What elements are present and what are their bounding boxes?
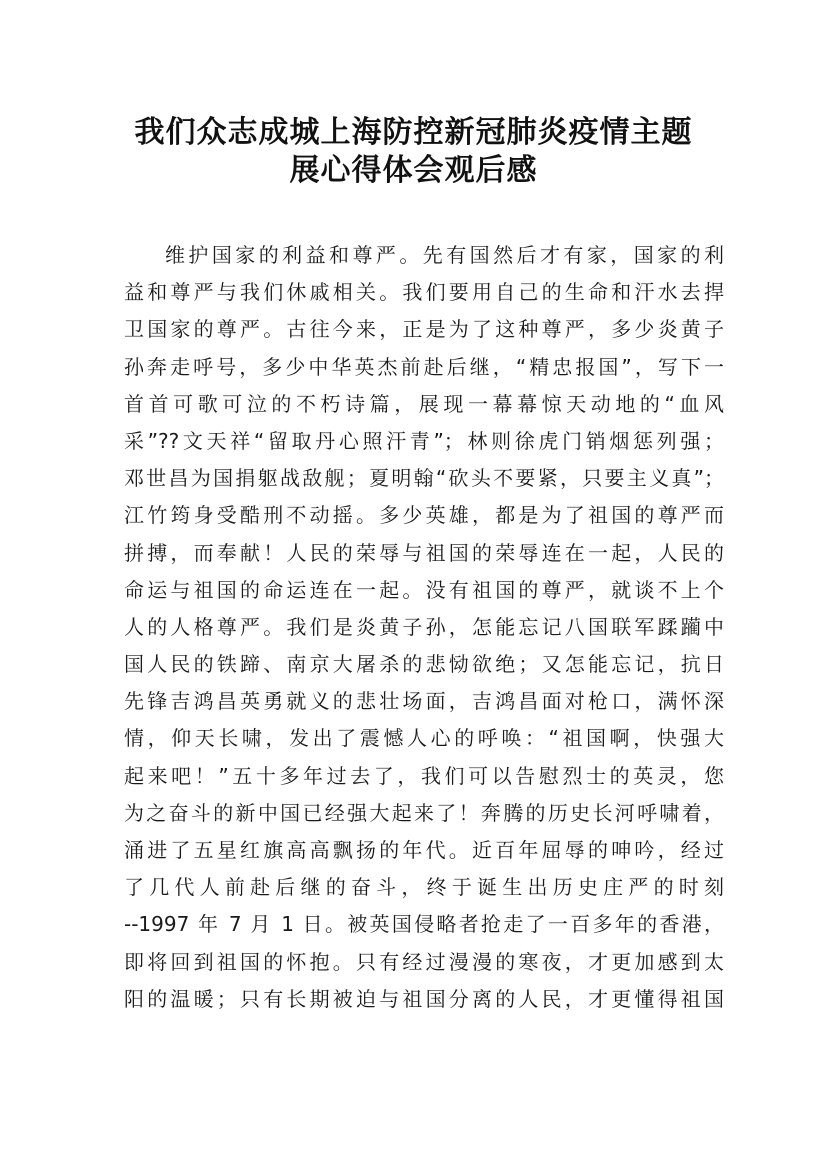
paragraph-line: 拼搏，而奉献！人民的荣辱与祖国的荣辱连在一起，人民的 <box>124 540 724 565</box>
paragraph-line: --1997 年 7 月 1 日。被英国侵略者抢走了一百多年的香港， <box>124 912 724 937</box>
paragraph-line: 国人民的铁蹄、南京大屠杀的悲恸欲绝；又怎能忘记，抗日 <box>124 652 724 677</box>
paragraph-line: 涌进了五星红旗高高飘扬的年代。近百年屈辱的呻吟，经过 <box>124 838 724 862</box>
paragraph-line: 了几代人前赴后继的奋斗，终于诞生出历史庄严的时刻 <box>124 875 724 900</box>
paragraph-line: 孙奔走呼号，多少中华英杰前赴后继，“精忠报国”，写下一 <box>124 354 724 379</box>
paragraph-line: 邓世昌为国捐躯战敌舰；夏明翰“砍头不要紧，只要主义真”； <box>124 466 724 491</box>
paragraph-line: 维护国家的利益和尊严。先有国然后才有家，国家的利 <box>165 243 724 267</box>
paragraph-line: 采”??文天祥“留取丹心照汗青”；林则徐虎门销烟惩列强； <box>124 428 724 453</box>
document-title-line-2: 展心得体会观后感 <box>289 153 538 188</box>
paragraph-line: 即将回到祖国的怀抱。只有经过漫漫的寒夜，才更加感到太 <box>124 949 724 974</box>
paragraph-line: 情，仰天长啸，发出了震憾人心的呼唤：“祖国啊，快强大 <box>124 726 724 751</box>
paragraph-line: 为之奋斗的新中国已经强大起来了！奔腾的历史长河呼啸着， <box>124 800 724 825</box>
paragraph-line: 命运与祖国的命运连在一起。没有祖国的尊严，就谈不上个 <box>124 577 724 602</box>
paragraph-line: 阳的温暖；只有长期被迫与祖国分离的人民，才更懂得祖国 <box>124 986 724 1011</box>
document-title-line-1: 我们众志成城上海防控新冠肺炎疫情主题 <box>134 115 693 150</box>
paragraph-line: 卫国家的尊严。古往今来，正是为了这种尊严，多少炎黄子 <box>124 317 724 342</box>
paragraph-line: 首首可歌可泣的不朽诗篇，展现一幕幕惊天动地的“血风 <box>124 391 724 416</box>
paragraph-line: 人的人格尊严。我们是炎黄子孙，怎能忘记八国联军蹂躏中 <box>124 614 724 639</box>
document-body <box>124 237 724 1018</box>
paragraph-line: 益和尊严与我们休戚相关。我们要用自己的生命和汗水去捍 <box>124 280 724 305</box>
paragraph-line: 江竹筠身受酷刑不动摇。多少英雄，都是为了祖国的尊严而 <box>124 503 724 528</box>
paragraph-line: 起来吧！”五十多年过去了，我们可以告慰烈士的英灵，您 <box>124 763 724 788</box>
paragraph-line: 先锋吉鸿昌英勇就义的悲壮场面，吉鸿昌面对枪口，满怀深 <box>124 689 724 714</box>
